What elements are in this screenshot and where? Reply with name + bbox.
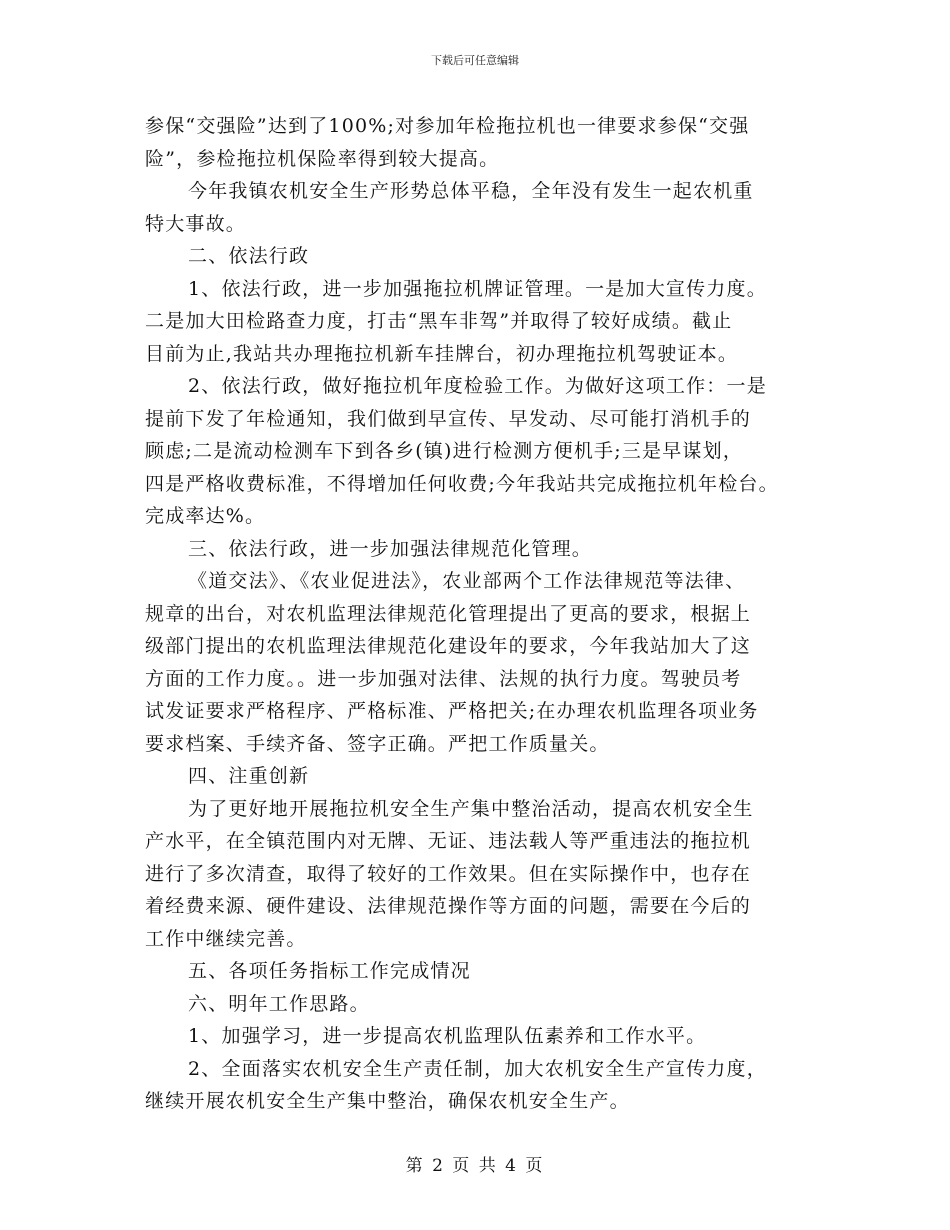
section-heading: 三、依法行政，进一步加强法律规范化管理。	[188, 537, 593, 560]
text-line: 着经费来源、硬件建设、法律规范操作等方面的问题，需要在今后的	[145, 895, 752, 917]
text-line: 2、全面落实农机安全生产责任制，加大农机安全生产宣传力度，	[188, 1057, 767, 1080]
text-line: 顾虑;二是流动检测车下到各乡(镇)进行检测方便机手;三是早谋划，	[145, 440, 744, 462]
document-body	[145, 110, 815, 1118]
page-footer: 第 2 页 共 4 页	[405, 1156, 545, 1176]
text-line: 参保“交强险”达到了100%;对参加年检拖拉机也一律要求参保“交强	[145, 115, 750, 137]
text-line: 进行了多次清查，取得了较好的工作效果。但在实际操作中，也存在	[145, 862, 752, 885]
text-line: 要求档案、手续齐备、签字正确。严把工作质量关。	[145, 732, 610, 755]
text-line: 目前为止,我站共办理拖拉机新车挂牌台，初办理拖拉机驾驶证本。	[145, 342, 739, 365]
text-line: 规章的出台，对农机监理法律规范化管理提出了更高的要求，根据上	[145, 602, 752, 625]
section-heading: 六、明年工作思路。	[188, 992, 370, 1015]
text-line: 特大事故。	[145, 212, 247, 235]
text-line: 险”，参检拖拉机保险率得到较大提高。	[145, 147, 500, 170]
text-line: 1、依法行政，进一步加强拖拉机牌证管理。一是加大宣传力度。	[188, 277, 767, 300]
text-line: 为了更好地开展拖拉机安全生产集中整治活动，提高农机安全生	[188, 797, 754, 820]
text-line: 《道交法》、《农业促进法》，农业部两个工作法律规范等法律、	[188, 570, 746, 592]
page-header: 下载后可任意编辑	[431, 54, 519, 67]
section-heading: 二、依法行政	[188, 245, 310, 267]
text-line: 试发证要求严格程序、严格标准、严格把关;在办理农机监理各项业务	[145, 700, 759, 722]
text-line: 二是加大田检路查力度，打击“黑车非驾”并取得了较好成绩。截止	[145, 310, 733, 332]
text-line: 产水平，在全镇范围内对无牌、无证、违法载人等严重违法的拖拉机	[145, 830, 752, 852]
text-line: 今年我镇农机安全生产形势总体平稳，全年没有发生一起农机重	[188, 180, 754, 202]
text-line: 级部门提出的农机监理法律规范化建设年的要求，今年我站加大了这	[145, 635, 752, 657]
text-line: 继续开展农机安全生产集中整治，确保农机安全生产。	[145, 1090, 630, 1112]
text-line: 1、加强学习，进一步提高农机监理队伍素养和工作水平。	[188, 1025, 707, 1047]
text-line: 完成率达%。	[145, 505, 266, 527]
text-line: 工作中继续完善。	[145, 927, 307, 950]
section-heading: 五、各项任务指标工作完成情况	[188, 960, 471, 982]
section-heading: 四、注重创新	[188, 765, 310, 787]
text-line: 提前下发了年检通知，我们做到早宣传、早发动、尽可能打消机手的	[145, 407, 752, 430]
text-line: 2、依法行政，做好拖拉机年度检验工作。为做好这项工作：一是	[188, 375, 767, 397]
text-line: 四是严格收费标准，不得增加任何收费;今年我站共完成拖拉机年检台。	[145, 472, 779, 495]
text-line: 方面的工作力度。。进一步加强对法律、法规的执行力度。驾驶员考	[145, 667, 742, 690]
